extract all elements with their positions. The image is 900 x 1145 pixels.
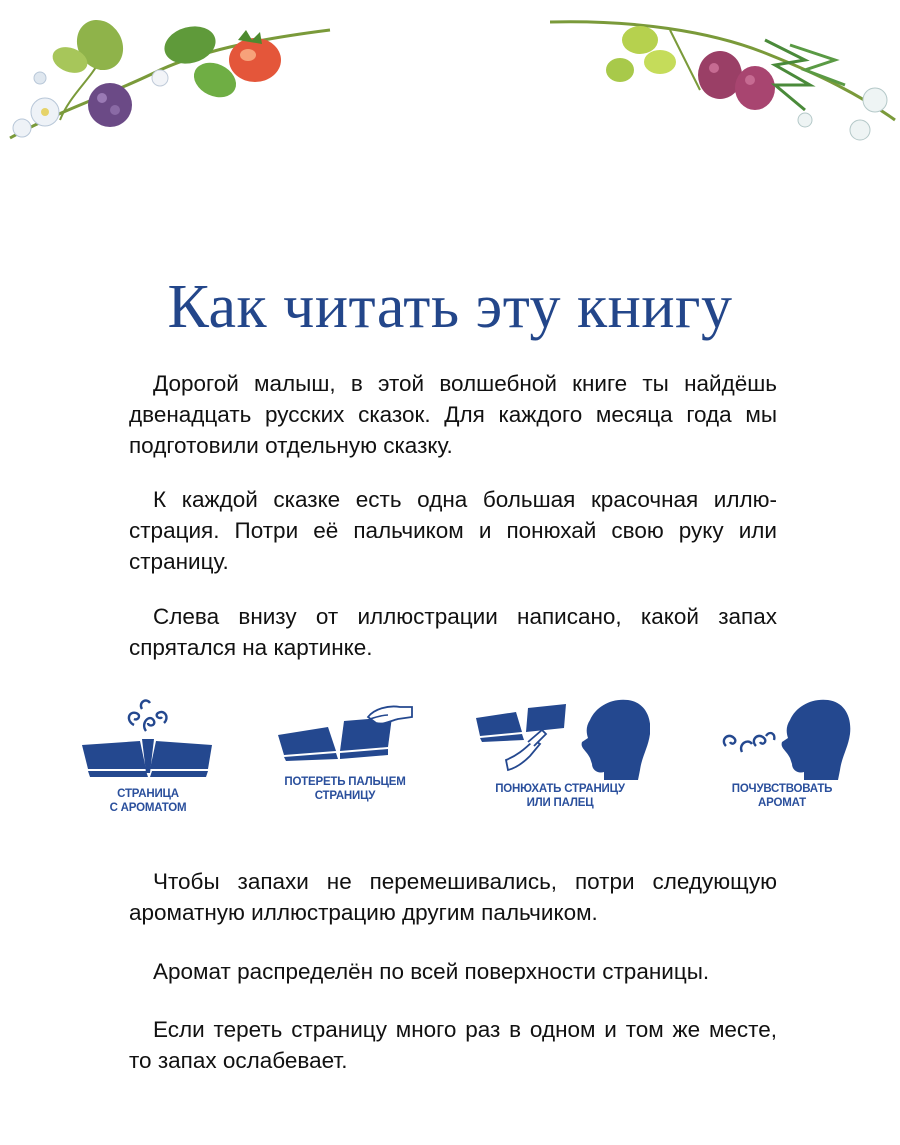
scent-weakens-paragraph: Если тереть страницу много раз в одном и том же месте, то запах ослабевает. [129,1017,777,1073]
illustration-paragraph: К каждой сказке есть одна большая красочная иллюстрация. Потри её пальчиком и понюхай свою руку или страницу. [129,487,777,574]
separate-finger-paragraph: Чтобы запахи не перемешивались, потри следующую ароматную иллюстрацию другим пальчиком. [129,869,777,925]
scented-book-icon [78,695,218,785]
aroma-distribution-paragraph: Аромат распределён по всей поверхности страницы. [153,959,710,984]
step-caption: ПОНЮХАТЬ СТРАНИЦУ ИЛИ ПАЛЕЦ [495,783,625,809]
rub-page-icon [270,695,420,765]
step-caption: СТРАНИЦА С АРОМАТОМ [109,788,187,814]
feel-aroma-icon [712,690,862,780]
step-scented-page [78,695,218,815]
intro-paragraph: Дорогой малыш, в этой волшебной книге ты найдёшь двенадцать русских сказок. Для каждого месяца года мы подготовили отдельную сказку. [129,371,777,458]
step-caption: ПОЧУВСТВОВАТЬ АРОМАТ [731,783,833,809]
step-rub-page [270,695,420,815]
berry-vine-decoration-left [0,0,340,160]
sniff-page-icon [470,690,650,780]
page-title: Как читать эту книгу [167,273,733,341]
step-feel-aroma [712,690,862,815]
berry-vine-decoration-right [550,0,900,160]
scent-label-paragraph: Слева внизу от иллюстрации написано, какой запах спрятался на картинке. [129,604,777,660]
step-caption: ПОТЕРЕТЬ ПАЛЬЦЕМ СТРАНИЦУ [284,776,406,802]
step-sniff-page [470,690,650,815]
